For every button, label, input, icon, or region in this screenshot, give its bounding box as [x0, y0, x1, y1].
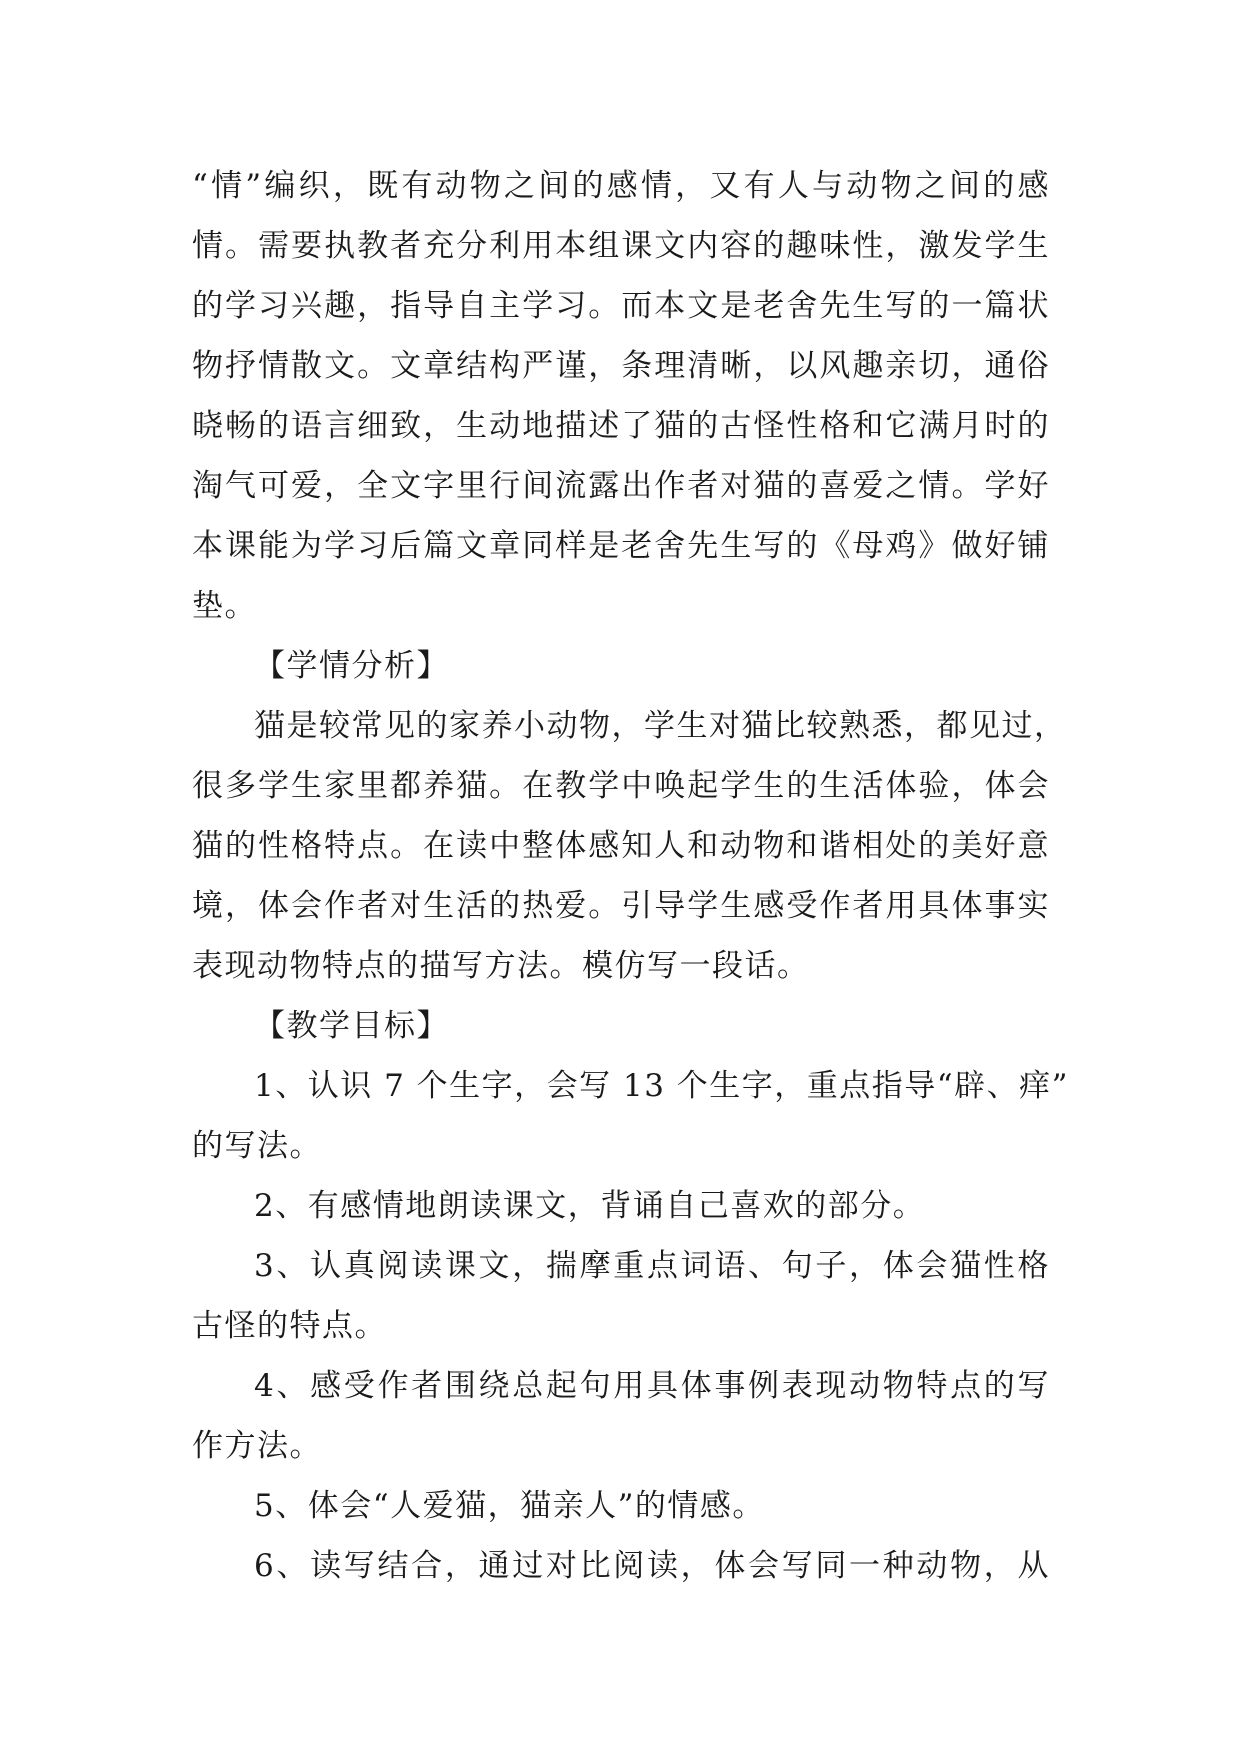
- text-line: 作方法。: [192, 1428, 322, 1464]
- goal-item: [192, 1236, 1050, 1356]
- section-heading-learning-analysis: 【学情分析】: [254, 648, 449, 684]
- text-line: 垫。: [192, 588, 257, 624]
- text-line: 猫的性格特点。在读中整体感知人和动物和谐相处的美好意: [192, 828, 1050, 864]
- text-line: 表现动物特点的描写方法。模仿写一段话。: [192, 948, 810, 984]
- text-line: 古怪的特点。: [192, 1308, 387, 1344]
- text-line: 物抒情散文。文章结构严谨，条理清晰，以风趣亲切，通俗: [192, 348, 1050, 384]
- text-line: 很多学生家里都养猫。在教学中唤起学生的生活体验，体会: [192, 768, 1050, 804]
- text-line: 境，体会作者对生活的热爱。引导学生感受作者用具体事实: [192, 888, 1050, 924]
- text-line: 4、感受作者围绕总起句用具体事例表现动物特点的写: [254, 1368, 1050, 1404]
- text-line: 淘气可爱，全文字里行间流露出作者对猫的喜爱之情。学好: [192, 468, 1050, 504]
- text-line: 的写法。: [192, 1128, 322, 1164]
- section-heading-teaching-goals: 【教学目标】: [254, 1008, 449, 1044]
- text-line: 猫是较常见的家养小动物，学生对猫比较熟悉，都见过，: [254, 708, 1067, 744]
- text-line: 6、读写结合，通过对比阅读，体会写同一种动物，从: [254, 1548, 1050, 1584]
- goal-item: [192, 1476, 1050, 1536]
- text-line: 5、体会“人爱猫，猫亲人”的情感。: [254, 1488, 765, 1524]
- learning-analysis-paragraph: [192, 696, 1067, 996]
- text-line: 3、认真阅读课文，揣摩重点词语、句子，体会猫性格: [254, 1248, 1050, 1284]
- intro-paragraph: [192, 156, 1050, 636]
- goal-item: [192, 1356, 1050, 1476]
- text-line: 本课能为学习后篇文章同样是老舍先生写的《母鸡》做好铺: [192, 528, 1050, 564]
- goals-list: [192, 1056, 1070, 1596]
- goal-item: [192, 1056, 1070, 1176]
- text-line: 2、有感情地朗读课文，背诵自己喜欢的部分。: [254, 1188, 926, 1224]
- text-line: 的学习兴趣，指导自主学习。而本文是老舍先生写的一篇状: [192, 288, 1050, 324]
- goal-item: [192, 1176, 1050, 1236]
- text-line: 晓畅的语言细致，生动地描述了猫的古怪性格和它满月时的: [192, 408, 1050, 444]
- goal-item: [192, 1536, 1050, 1596]
- text-line: “情”编织，既有动物之间的感情，又有人与动物之间的感: [192, 168, 1050, 204]
- text-line: 情。需要执教者充分利用本组课文内容的趣味性，激发学生: [192, 228, 1050, 264]
- text-line: 1、认识 7 个生字，会写 13 个生字，重点指导“辟、痒”: [254, 1068, 1070, 1104]
- document-page: [192, 156, 1070, 1596]
